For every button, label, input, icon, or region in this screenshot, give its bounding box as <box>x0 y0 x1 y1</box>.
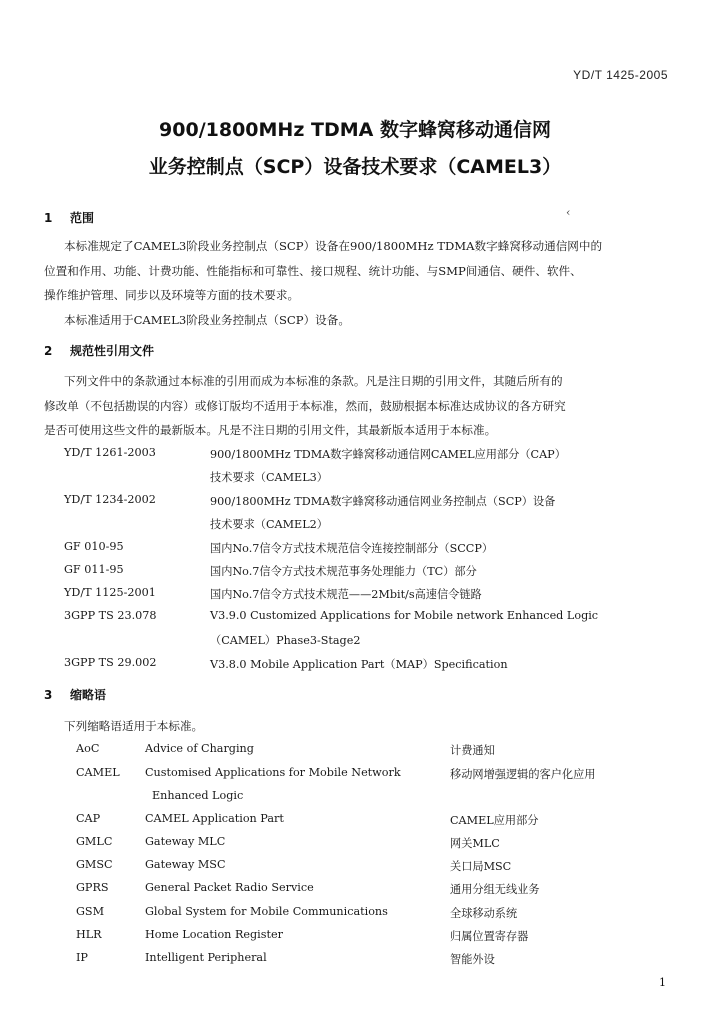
abbreviation-code: IP <box>76 951 88 964</box>
section-number: 1 <box>44 211 53 225</box>
document-number: YD/T 1425-2005 <box>573 68 668 82</box>
reference-title: V3.9.0 Customized Applications for Mobile network Enhanced Logic <box>210 609 599 622</box>
abbreviation-code: AoC <box>76 742 100 755</box>
abbreviation-english: Global System for Mobile Communications <box>145 905 388 918</box>
section-title: 范围 <box>70 211 95 225</box>
abbreviation-chinese: 移动网增强逻辑的客户化应用 <box>450 768 596 781</box>
stray-mark: ‹ <box>566 206 571 219</box>
reference-code: 3GPP TS 23.078 <box>64 609 157 622</box>
abbreviation-chinese: 计费通知 <box>450 744 495 757</box>
abbreviation-code: HLR <box>76 928 102 941</box>
section-3-heading <box>44 686 106 703</box>
abbreviation-code: CAP <box>76 812 101 825</box>
abbreviation-english: Intelligent Peripheral <box>145 951 267 964</box>
reference-title: 技术要求（CAMEL3） <box>210 471 328 484</box>
abbreviation-code: GMSC <box>76 858 113 871</box>
abbreviation-english: CAMEL Application Part <box>145 812 284 825</box>
abbreviation-english: Enhanced Logic <box>152 789 244 802</box>
reference-code: YD/T 1125-2001 <box>64 586 156 599</box>
paragraph-line: 是否可使用这些文件的最新版本。凡是不注日期的引用文件，其最新版本适用于本标准。 <box>44 423 497 437</box>
abbreviation-english: Advice of Charging <box>145 742 254 755</box>
paragraph-line: 修改单（不包括勘误的内容）或修订版均不适用于本标准，然而，鼓励根据本标准达成协议的各方研究 <box>44 399 566 413</box>
reference-title: V3.8.0 Mobile Application Part（MAP）Specification <box>210 658 508 671</box>
abbreviation-chinese: 关口局MSC <box>450 860 512 873</box>
abbreviation-code: GPRS <box>76 881 109 894</box>
abbreviation-chinese: 智能外设 <box>450 953 495 966</box>
abbreviation-intro: 下列缩略语适用于本标准。 <box>64 719 204 733</box>
reference-title: 国内No.7信令方式技术规范事务处理能力（TC）部分 <box>210 565 477 578</box>
paragraph-line: 本标准适用于CAMEL3阶段业务控制点（SCP）设备。 <box>64 313 350 327</box>
reference-title: 900/1800MHz TDMA数字蜂窝移动通信网业务控制点（SCP）设备 <box>210 495 556 508</box>
paragraph-line: 操作维护管理、同步以及环境等方面的技术要求。 <box>44 288 300 302</box>
reference-code: 3GPP TS 29.002 <box>64 656 157 669</box>
section-title: 规范性引用文件 <box>70 344 155 358</box>
paragraph-line: 位置和作用、功能、计费功能、性能指标和可靠性、接口规程、统计功能、与SMP间通信、硬件、软件、 <box>44 264 582 278</box>
section-number: 3 <box>44 688 53 702</box>
reference-code: YD/T 1261-2003 <box>64 446 156 459</box>
section-2-heading <box>44 342 154 359</box>
reference-code: GF 010-95 <box>64 540 124 553</box>
abbreviation-english: Customised Applications for Mobile Network <box>145 766 401 779</box>
abbreviation-chinese: 通用分组无线业务 <box>450 883 540 896</box>
reference-code: YD/T 1234-2002 <box>64 493 156 506</box>
section-title: 缩略语 <box>70 688 107 702</box>
reference-title: 900/1800MHz TDMA数字蜂窝移动通信网CAMEL应用部分（CAP） <box>210 448 566 461</box>
abbreviation-code: CAMEL <box>76 766 120 779</box>
abbreviation-code: GSM <box>76 905 105 918</box>
abbreviation-chinese: 全球移动系统 <box>450 907 518 920</box>
title-line-2: 业务控制点（SCP）设备技术要求（CAMEL3） <box>148 156 562 178</box>
abbreviation-english: General Packet Radio Service <box>145 881 314 894</box>
reference-title: 国内No.7信令方式技术规范信令连接控制部分（SCCP） <box>210 542 494 555</box>
paragraph-line: 本标准规定了CAMEL3阶段业务控制点（SCP）设备在900/1800MHz TDMA数字蜂窝移动通信网中的 <box>64 239 603 253</box>
reference-title: （CAMEL）Phase3-Stage2 <box>210 634 361 647</box>
reference-code: GF 011-95 <box>64 563 124 576</box>
abbreviation-code: GMLC <box>76 835 113 848</box>
paragraph-line: 下列文件中的条款通过本标准的引用而成为本标准的条款。凡是注日期的引用文件，其随后所有的 <box>64 374 563 388</box>
section-number: 2 <box>44 344 53 358</box>
page-number: 1 <box>659 976 666 989</box>
abbreviation-english: Gateway MSC <box>145 858 226 871</box>
abbreviation-english: Gateway MLC <box>145 835 226 848</box>
title-line-1: 900/1800MHz TDMA 数字蜂窝移动通信网 <box>159 119 551 141</box>
section-1-heading <box>44 209 94 226</box>
abbreviation-chinese: 网关MLC <box>450 837 500 850</box>
abbreviation-chinese: CAMEL应用部分 <box>450 814 539 827</box>
abbreviation-english: Home Location Register <box>145 928 283 941</box>
reference-title: 技术要求（CAMEL2） <box>210 518 328 531</box>
abbreviation-chinese: 归属位置寄存器 <box>450 930 529 943</box>
reference-title: 国内No.7信令方式技术规范——2Mbit/s高速信令链路 <box>210 588 482 601</box>
